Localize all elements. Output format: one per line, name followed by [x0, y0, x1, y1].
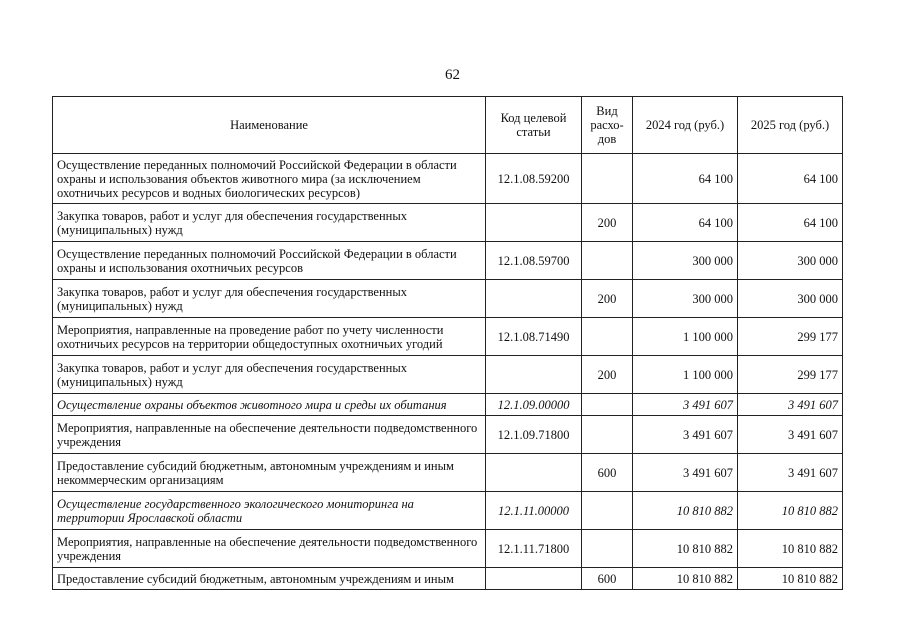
header-2024: 2024 год (руб.) — [633, 97, 738, 154]
cell-2024: 64 100 — [633, 154, 738, 204]
cell-name: Предоставление субсидий бюджетным, автономным учреждениям и иным некоммерческим организациям — [53, 454, 486, 492]
cell-2025: 299 177 — [738, 318, 843, 356]
cell-2024: 10 810 882 — [633, 492, 738, 530]
table-row — [53, 242, 843, 280]
cell-code: 12.1.11.71800 — [486, 530, 582, 568]
cell-2025: 3 491 607 — [738, 416, 843, 454]
cell-2025: 3 491 607 — [738, 454, 843, 492]
cell-2025: 299 177 — [738, 356, 843, 394]
cell-2024: 1 100 000 — [633, 318, 738, 356]
cell-code — [486, 454, 582, 492]
table-header-row — [53, 97, 843, 154]
cell-name: Предоставление субсидий бюджетным, автономным учреждениям и иным — [53, 568, 486, 590]
cell-2025: 300 000 — [738, 242, 843, 280]
cell-type: 200 — [582, 204, 633, 242]
cell-name: Осуществление переданных полномочий Российской Федерации в области охраны и использования охотничьих ресурсов — [53, 242, 486, 280]
header-name: Наименование — [53, 97, 486, 154]
cell-type — [582, 492, 633, 530]
cell-type — [582, 154, 633, 204]
cell-2024: 300 000 — [633, 242, 738, 280]
cell-code: 12.1.09.00000 — [486, 394, 582, 416]
table-row — [53, 204, 843, 242]
header-code: Код целевой статьи — [486, 97, 582, 154]
table-row — [53, 492, 843, 530]
cell-2024: 300 000 — [633, 280, 738, 318]
cell-2024: 10 810 882 — [633, 568, 738, 590]
cell-2024: 3 491 607 — [633, 454, 738, 492]
cell-2025: 64 100 — [738, 154, 843, 204]
cell-2025: 10 810 882 — [738, 530, 843, 568]
cell-2025: 3 491 607 — [738, 394, 843, 416]
cell-type — [582, 242, 633, 280]
cell-type: 200 — [582, 280, 633, 318]
cell-2025: 300 000 — [738, 280, 843, 318]
page-number: 62 — [445, 67, 460, 83]
cell-2024: 3 491 607 — [633, 394, 738, 416]
cell-type — [582, 318, 633, 356]
cell-code — [486, 356, 582, 394]
header-2025: 2025 год (руб.) — [738, 97, 843, 154]
cell-name: Осуществление охраны объектов животного мира и среды их обитания — [53, 394, 486, 416]
cell-name: Мероприятия, направленные на обеспечение деятельности подведомственного учреждения — [53, 416, 486, 454]
cell-type: 600 — [582, 454, 633, 492]
cell-name: Мероприятия, направленные на проведение работ по учету численности охотничьих ресурсов на территории общедоступных охотничьих угодий — [53, 318, 486, 356]
cell-2025: 10 810 882 — [738, 492, 843, 530]
table-row — [53, 568, 843, 590]
cell-code: 12.1.11.00000 — [486, 492, 582, 530]
cell-type — [582, 530, 633, 568]
table-row — [53, 416, 843, 454]
cell-code — [486, 568, 582, 590]
cell-code: 12.1.08.59200 — [486, 154, 582, 204]
cell-type: 600 — [582, 568, 633, 590]
cell-name: Осуществление переданных полномочий Российской Федерации в области охраны и использования объектов животного мира (за исключением охотничьих ресурсов и водных биологических ресурсов) — [53, 154, 486, 204]
cell-2024: 64 100 — [633, 204, 738, 242]
cell-2024: 3 491 607 — [633, 416, 738, 454]
cell-name: Осуществление государственного экологического мониторинга на территории Ярославской области — [53, 492, 486, 530]
cell-code — [486, 280, 582, 318]
cell-name: Мероприятия, направленные на обеспечение деятельности подведомственного учреждения — [53, 530, 486, 568]
cell-2025: 64 100 — [738, 204, 843, 242]
header-type: Вид расхо-дов — [582, 97, 633, 154]
cell-2024: 10 810 882 — [633, 530, 738, 568]
table-row — [53, 530, 843, 568]
budget-table — [52, 96, 843, 590]
table-row — [53, 454, 843, 492]
cell-name: Закупка товаров, работ и услуг для обеспечения государственных (муниципальных) нужд — [53, 356, 486, 394]
cell-name: Закупка товаров, работ и услуг для обеспечения государственных (муниципальных) нужд — [53, 280, 486, 318]
table-body — [53, 154, 843, 590]
cell-code: 12.1.08.59700 — [486, 242, 582, 280]
table-row — [53, 154, 843, 204]
cell-code: 12.1.08.71490 — [486, 318, 582, 356]
table-row — [53, 394, 843, 416]
cell-2024: 1 100 000 — [633, 356, 738, 394]
cell-2025: 10 810 882 — [738, 568, 843, 590]
table-row — [53, 356, 843, 394]
cell-type — [582, 416, 633, 454]
table-row — [53, 280, 843, 318]
cell-code — [486, 204, 582, 242]
cell-name: Закупка товаров, работ и услуг для обеспечения государственных (муниципальных) нужд — [53, 204, 486, 242]
cell-type — [582, 394, 633, 416]
cell-type: 200 — [582, 356, 633, 394]
cell-code: 12.1.09.71800 — [486, 416, 582, 454]
table-row — [53, 318, 843, 356]
